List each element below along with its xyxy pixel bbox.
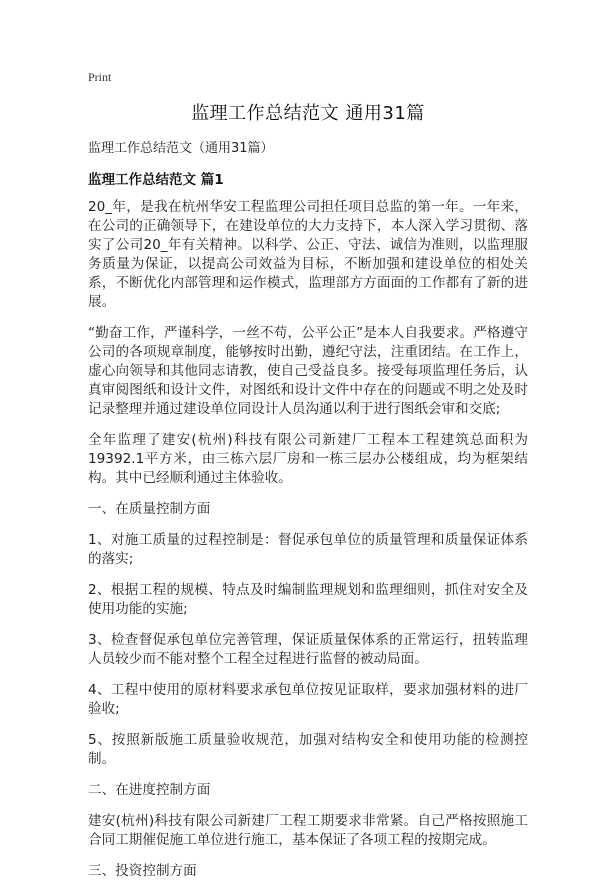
paragraph: 20_年，是我在杭州华安工程监理公司担任项目总监的第一年。一年来，在公司的正确领导下，在建设单位的大力支持下，本人深入学习贯彻、落实了公司20_年有关精神。以科学、公正、守法、诚信为准则，以监理服务质量为保证，以提高公司效益为目标，不断加强和建设单位的相处关系，不断优化内部管理和运作模式，监理部方方面面的工作都有了新的进展。 (88, 199, 528, 310)
list-item: 4、工程中使用的原材料要求承包单位按见证取样，要求加强材料的进厂验收; (88, 682, 528, 717)
section-heading: 监理工作总结范文 篇1 (88, 172, 224, 188)
list-item: 3、检查督促承包单位完善管理，保证质量保体系的正常运行，扭转监理人员较少而不能对整个工程全过程进行监督的被动局面。 (88, 632, 528, 667)
subheading: 一、在质量控制方面 (88, 501, 211, 517)
document-subtitle: 监理工作总结范文（通用31篇） (88, 141, 274, 156)
document-page (88, 70, 528, 893)
list-item: 1、对施工质量的过程控制是：督促承包单位的质量管理和质量保证体系的落实; (88, 532, 528, 567)
paragraph: 全年监理了建安(杭州)科技有限公司新建厂工程本工程建筑总面积为19392.1平方米，由三栋六层厂房和一栋三层办公楼组成，均为框架结构。其中已经顺利通过主体验收。 (88, 432, 528, 486)
document-title: 监理工作总结范文 通用31篇 (191, 103, 425, 124)
list-item: 5、按照新版施工质量验收规范，加强对结构安全和使用功能的检测控制。 (88, 732, 528, 767)
paragraph: “勤奋工作，严谨科学，一丝不苟，公平公正”是本人自我要求。严格遵守公司的各项规章制度，能够按时出勤，遵纪守法，注重团结。在工作上，虚心向领导和其他同志请教，使自己受益良多。接受每项监理任务后，认真审阅图纸和设计文件，对图纸和设计文件中存在的问题或不明之处及时记录整理并通过建设单位同设计人员沟通以利于进行图纸会审和交底; (88, 325, 528, 417)
list-item: 2、根据工程的规模、特点及时编制监理规划和监理细则，抓住对安全及使用功能的实施; (88, 582, 528, 617)
print-link[interactable]: Print (88, 70, 112, 84)
paragraph: 建安(杭州)科技有限公司新建厂工程工期要求非常紧。自己严格按照施工合同工期催促施工单位进行施工，基本保证了各项工程的按期完成。 (88, 813, 528, 848)
subheading: 二、在进度控制方面 (88, 782, 211, 798)
subheading: 三、投资控制方面 (88, 863, 197, 879)
